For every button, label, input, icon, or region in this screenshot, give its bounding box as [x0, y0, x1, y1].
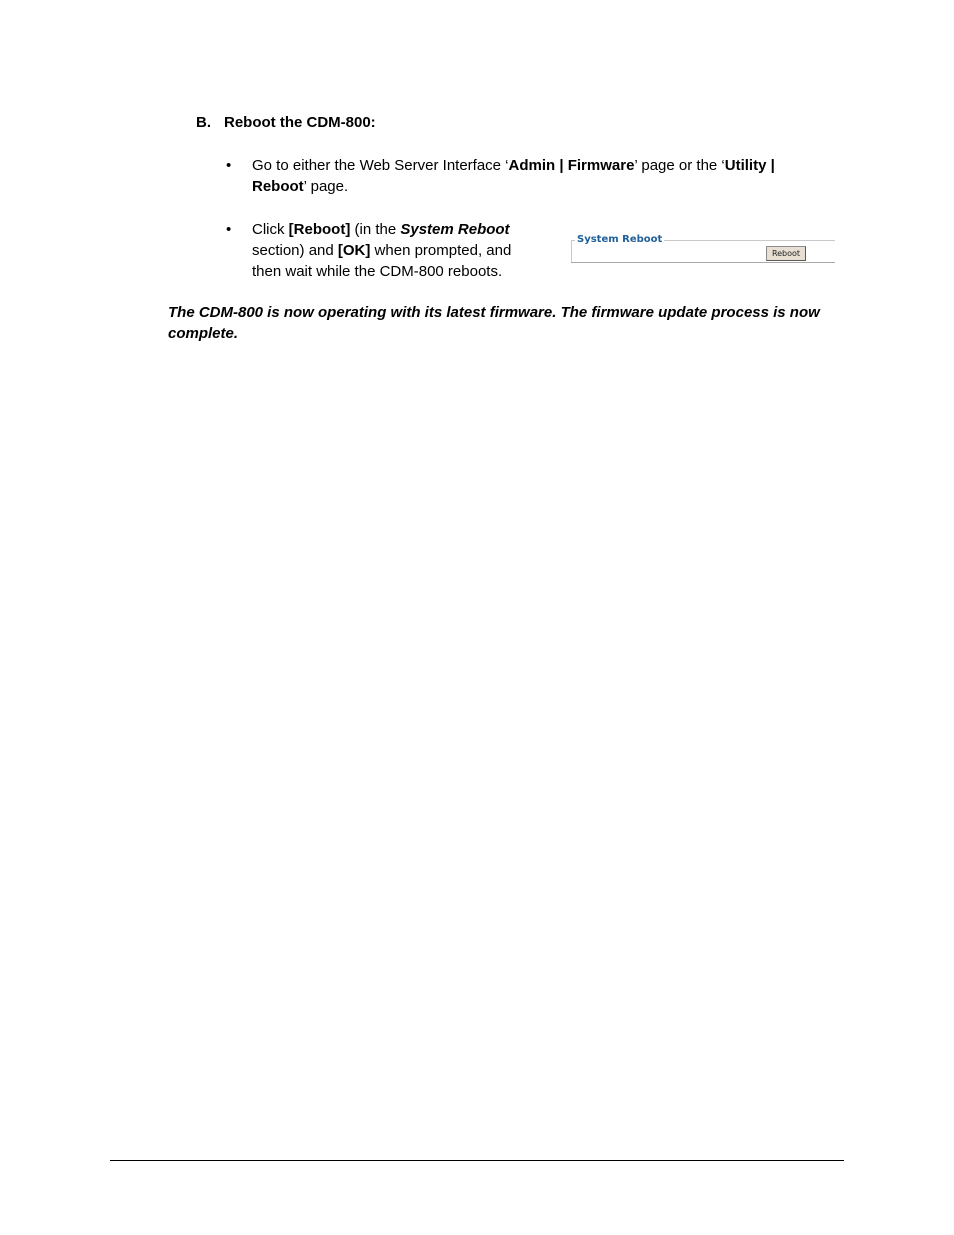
section-title: Reboot the CDM-800: [224, 114, 376, 131]
reboot-label: [Reboot] [288, 221, 351, 238]
bullet-icon: • [226, 157, 232, 174]
list-item-text: Go to either the Web Server Interface ‘Admin | Firmware’ page or the ‘Utility | Reboot’ page. [252, 157, 775, 195]
system-reboot-label: System Reboot [400, 221, 510, 238]
bullet-icon: • [226, 221, 232, 238]
ok-label: [OK] [337, 242, 371, 259]
fieldset-border-bottom [571, 262, 835, 263]
section-letter: B. [196, 114, 211, 131]
utility-reboot-label: Utility | Reboot [252, 157, 775, 195]
list-item-text: Click [Reboot] (in the System Reboot section) and [OK] when prompted, and then wait while the CDM-800 reboots. [252, 221, 512, 280]
fieldset-border-left [571, 240, 572, 262]
reboot-button[interactable]: Reboot [766, 246, 806, 261]
system-reboot-fieldset [571, 233, 835, 263]
section-heading [196, 113, 376, 133]
conclusion-text: The CDM-800 is now operating with its latest firmware. The firmware update process is now complete. [168, 304, 820, 342]
admin-firmware-label: Admin | Firmware [508, 157, 635, 174]
fieldset-legend: System Reboot [577, 234, 663, 245]
footer-divider [110, 1160, 844, 1161]
